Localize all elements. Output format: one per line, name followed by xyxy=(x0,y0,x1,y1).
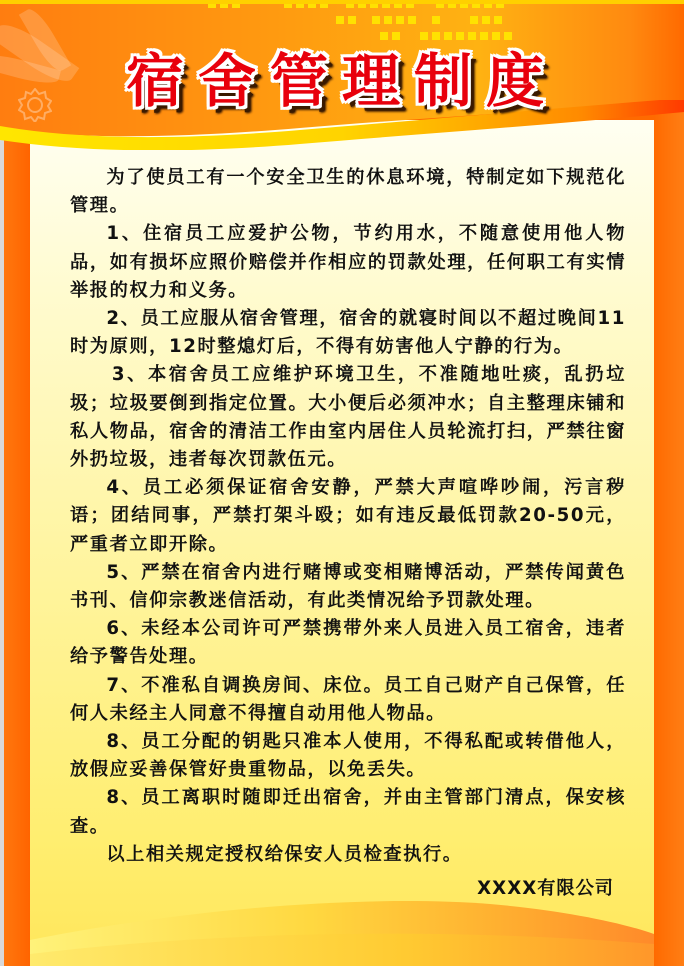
rule-item-6: 6、未经本公司许可严禁携带外来人员进入员工宿舍，违者给予警告处理。 xyxy=(70,618,626,668)
closing-statement: 以上相关规定授权给保安人员检查执行。 xyxy=(106,843,463,865)
poster-title: 宿舍管理制度 xyxy=(125,47,558,115)
rule-item-2: 2、员工应服从宿舍管理，宿舍的就寝时间以不超过晚间11时为原则，12时整熄灯后，不得有妨害他人宁静的行为。 xyxy=(70,308,626,358)
rule-item-5: 5、严禁在宿舍内进行赌博或变相赌博活动，严禁传闻黄色书刊、信仰宗教迷信活动，有此类情况给予罚款处理。 xyxy=(70,561,626,612)
header-top-strip xyxy=(0,0,684,4)
rule-item-1: 1、住宿员工应爱护公物，节约用水，不随意使用他人物品，如有损坏应照价赔偿并作相应的罚款处理，任何职工有实情举报的权力和义务。 xyxy=(70,223,626,301)
rule-item-8: 8、员工分配的钥匙只准本人使用，不得私配或转借他人，放假应妥善保管好贵重物品，以免丢失。 xyxy=(70,731,626,781)
company-signature: XXXX有限公司 xyxy=(477,878,614,900)
left-frame-bar xyxy=(0,120,30,966)
rule-item-9: 8、员工离职时随即迁出宿舍，并由主管部门清点，保安核查。 xyxy=(70,787,626,837)
rules-content xyxy=(70,164,626,903)
rule-item-3: 3、本宿舍员工应维护环境卫生，不准随地吐痰，乱扔垃圾；垃圾要倒到指定位置。大小便后必须冲水；自主整理床铺和私人物品，宿舍的清洁工作由室内居住人员轮流打扫，严禁往窗外扔垃圾，违者每次罚款伍元。 xyxy=(70,364,626,471)
rule-item-4: 4、员工必须保证宿舍安静，严禁大声喧哗吵闹，污言秽语；团结同事，严禁打架斗殴；如有违反最低罚款20-50元，严重者立即开除。 xyxy=(70,477,626,555)
intro-paragraph: 为了使员工有一个安全卫生的休息环境，特制定如下规范化管理。 xyxy=(70,167,626,217)
right-frame-bar xyxy=(654,90,684,966)
rule-item-7: 7、不准私自调换房间、床位。员工自己财产自己保管，任何人未经主人同意不得擅自动用他人物品。 xyxy=(70,674,626,724)
